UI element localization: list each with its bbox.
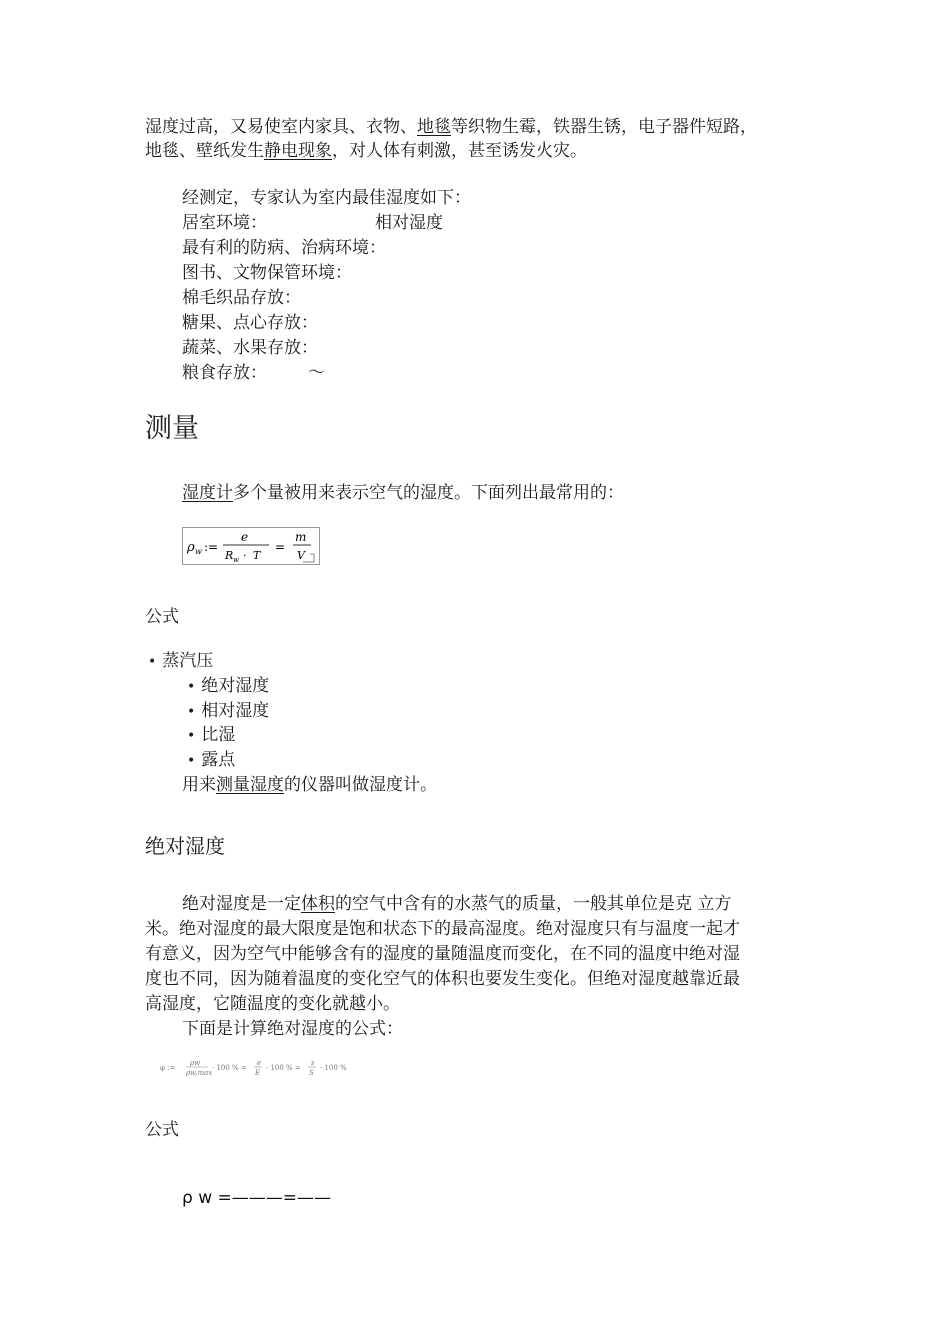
svg-text:s: s	[311, 1059, 315, 1067]
optimal-row-label: 蔬菜、水果存放：	[182, 338, 318, 358]
optimal-row-label: 最有利的防病、治病环境：	[182, 238, 386, 258]
absolute-para-first-line	[182, 892, 731, 916]
link-volume[interactable]: 体积	[301, 894, 335, 914]
svg-text:e: e	[257, 1059, 262, 1067]
svg-text:ρw: ρw	[190, 1059, 201, 1067]
optimal-row-value: ～	[308, 363, 325, 383]
svg-text:φ :=: φ :=	[160, 1064, 176, 1072]
absolute-para-line: 高湿度，它随温度的变化就越小。	[145, 994, 400, 1014]
calc-intro: 下面是计算绝对湿度的公式：	[182, 1019, 403, 1039]
absolute-para-line: 米。绝对湿度的最大限度是饱和状态下的最高湿度。绝对湿度只有与温度一起才	[145, 919, 740, 939]
formula-graphic	[183, 528, 319, 564]
instrument-text: 用来	[182, 775, 216, 795]
intro-text: 地毯、壁纸发生	[145, 141, 264, 161]
link-measure-humidity[interactable]: 测量湿度	[216, 775, 284, 795]
intro-line-1	[145, 115, 757, 139]
bottom-formula-text: ρ w =———=——	[182, 1188, 331, 1208]
svg-text::=: :=	[204, 540, 219, 554]
svg-text:V: V	[297, 549, 305, 562]
formula-caption-1: 公式	[145, 607, 179, 627]
section-title-absolute-humidity: 绝对湿度	[145, 834, 225, 858]
svg-text:m: m	[295, 530, 307, 544]
intro-line-2	[145, 139, 587, 163]
measure-intro-text: 多个量被用来表示空气的湿度。下面列出最常用的：	[233, 483, 624, 503]
optimal-row-value: 相对湿度	[375, 213, 443, 233]
intro-text: 湿度过高，又易使室内家具、衣物、	[145, 117, 417, 137]
link-carpet[interactable]: 地毯	[417, 117, 451, 137]
formula-caption-2: 公式	[145, 1120, 179, 1140]
optimal-row-label: 糖果、点心存放：	[182, 313, 318, 333]
svg-text:T: T	[253, 549, 261, 562]
list-item-specific-humidity: • 比湿	[187, 723, 235, 748]
link-hygrometer[interactable]: 湿度计	[182, 483, 233, 503]
svg-text:R: R	[225, 549, 234, 562]
svg-text:· 100 % =: · 100 % =	[212, 1064, 247, 1072]
formula-image-1	[182, 527, 320, 565]
optimal-row-label: 棉毛织品存放：	[182, 288, 301, 308]
svg-text:w: w	[233, 556, 239, 564]
intro-text: ，对人体有刺激，甚至诱发火灾。	[332, 141, 587, 161]
svg-text:=: =	[275, 540, 286, 554]
optimal-row-label: 图书、文物保管环境：	[182, 263, 352, 283]
optimal-heading: 经测定，专家认为室内最佳湿度如下：	[182, 188, 471, 208]
optimal-row-label: 粮食存放：	[182, 363, 267, 383]
svg-text:· 100 %: · 100 %	[320, 1064, 347, 1072]
list-item-relative-humidity: • 相对湿度	[187, 699, 269, 724]
svg-text:· 100 % =: · 100 % =	[266, 1064, 301, 1072]
absolute-para-line: 度也不同，因为随着温度的变化空气的体积也要发生变化。但绝对湿度越靠近最	[145, 969, 740, 989]
list-item-absolute-humidity: • 绝对湿度	[187, 674, 269, 699]
svg-text:·: ·	[243, 549, 247, 562]
measure-intro	[182, 481, 624, 505]
intro-text: 等织物生霉，铁器生锈，电子器件短路，	[451, 117, 757, 137]
section-title-measurement: 测量	[145, 413, 199, 444]
svg-text:ρ: ρ	[187, 540, 195, 555]
instrument-sentence	[182, 773, 437, 797]
svg-text:S: S	[309, 1069, 314, 1077]
list-item-dew-point: • 露点	[187, 748, 235, 773]
link-static-electricity[interactable]: 静电现象	[264, 141, 332, 161]
formula-graphic	[160, 1056, 350, 1080]
svg-text:ρw,max: ρw,max	[186, 1069, 213, 1077]
para-text: 绝对湿度是一定	[182, 894, 301, 914]
formula-image-2	[160, 1056, 350, 1080]
svg-text:e: e	[241, 530, 249, 544]
svg-text:E: E	[255, 1069, 261, 1077]
svg-text:w: w	[195, 547, 202, 556]
instrument-text: 的仪器叫做湿度计。	[284, 775, 437, 795]
optimal-row-label: 居室环境：	[182, 213, 267, 233]
para-text: 的空气中含有的水蒸气的质量，一般其单位是克 立方	[335, 894, 732, 914]
list-item-vapor-pressure: • 蒸汽压	[148, 649, 213, 674]
absolute-para-line: 有意义，因为空气中能够含有的湿度的量随温度而变化，在不同的温度中绝对湿	[145, 944, 740, 964]
